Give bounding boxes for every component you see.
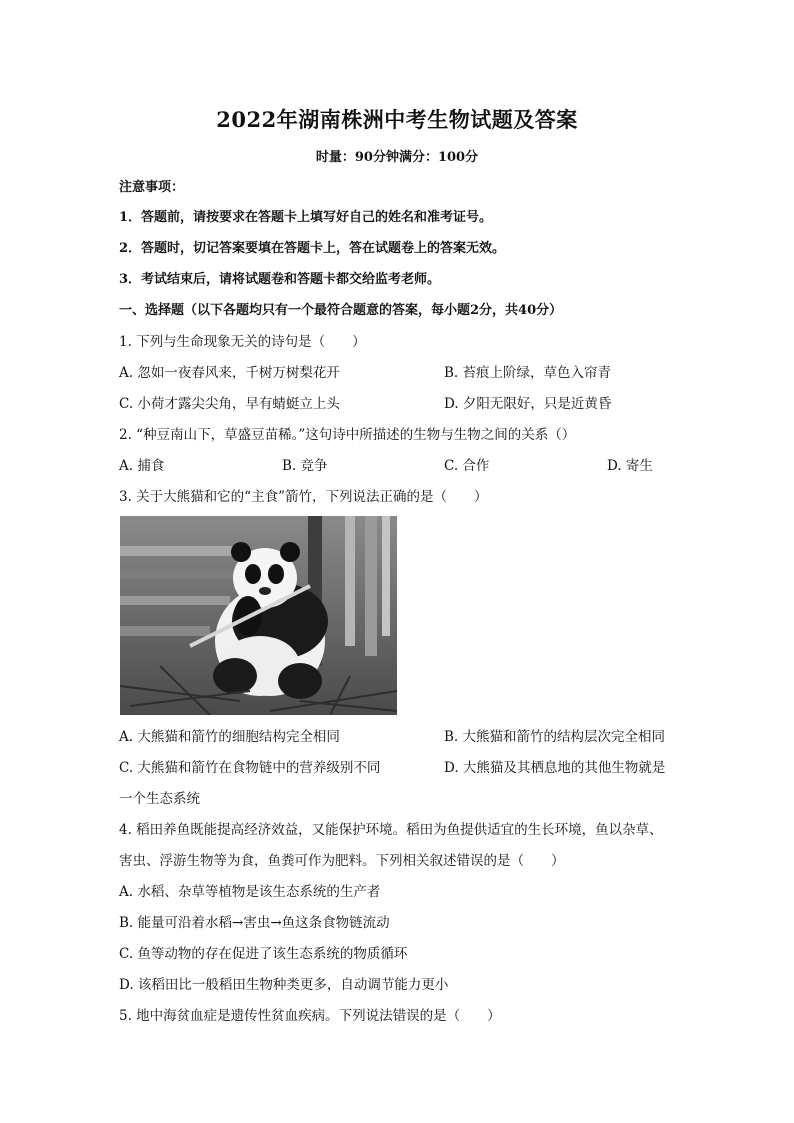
panda-eating-bamboo-image xyxy=(120,516,397,715)
panda-photo xyxy=(120,516,397,715)
q1-option-a: A. 忽如一夜春风来，千树万树梨花开 xyxy=(119,365,340,381)
q1-option-b: B. 苔痕上阶绿，草色入帘青 xyxy=(444,365,612,381)
note-item: 2．答题时，切记答案要填在答题卡上，答在试题卷上的答案无效。 xyxy=(119,241,506,256)
q3-option-d: D. 大熊猫及其栖息地的其他生物就是 xyxy=(444,760,666,776)
exam-info: 时量：90分钟满分：100分 xyxy=(315,150,479,165)
q3-option-d-continued: 一个生态系统 xyxy=(119,791,200,807)
note-item: 1．答题前，请按要求在答题卡上填写好自己的姓名和准考证号。 xyxy=(119,210,493,225)
notes-heading: 注意事项： xyxy=(119,180,185,195)
question-4-stem-continued: 害虫、浮游生物等为食，鱼粪可作为肥料。下列相关叙述错误的是（ ） xyxy=(119,853,565,869)
q3-option-a: A. 大熊猫和箭竹的细胞结构完全相同 xyxy=(119,729,340,745)
q2-option-a: A. 捕食 xyxy=(119,458,165,474)
section-heading: 一、选择题（以下各题均只有一个最符合题意的答案，每小题2分，共40分） xyxy=(119,303,563,318)
q3-option-c: C. 大熊猫和箭竹在食物链中的营养级别不同 xyxy=(119,760,381,776)
note-item: 3．考试结束后，请将试题卷和答题卡都交给监考老师。 xyxy=(119,272,441,287)
question-3-stem: 3. 关于大熊猫和它的“主食”箭竹，下列说法正确的是（ ） xyxy=(119,489,488,505)
q4-option-b: B. 能量可沿着水稻→害虫→鱼这条食物链流动 xyxy=(119,915,390,931)
question-4-stem: 4. 稻田养鱼既能提高经济效益，又能保护环境。稻田为鱼提供适宜的生长环境，鱼以杂草、 xyxy=(119,822,663,838)
q2-option-c: C. 合作 xyxy=(444,458,490,474)
question-1-stem: 1. 下列与生命现象无关的诗句是（ ） xyxy=(119,334,366,350)
q2-option-d: D. 寄生 xyxy=(607,458,653,474)
q4-option-a: A. 水稻、杂草等植物是该生态系统的生产者 xyxy=(119,884,381,900)
question-2-stem: 2. “种豆南山下，草盛豆苗稀。”这句诗中所描述的生物与生物之间的关系（） xyxy=(119,427,576,443)
q3-option-b: B. 大熊猫和箭竹的结构层次完全相同 xyxy=(444,729,666,745)
q1-option-d: D. 夕阳无限好，只是近黄昏 xyxy=(444,396,612,412)
q1-option-c: C. 小荷才露尖尖角，早有蜻蜓立上头 xyxy=(119,396,340,412)
q2-option-b: B. 竞争 xyxy=(282,458,328,474)
page-title: 2022年湖南株洲中考生物试题及答案 xyxy=(216,107,578,132)
q4-option-c: C. 鱼等动物的存在促进了该生态系统的物质循环 xyxy=(119,946,408,962)
q4-option-d: D. 该稻田比一般稻田生物种类更多，自动调节能力更小 xyxy=(119,977,449,993)
question-5-stem: 5. 地中海贫血症是遗传性贫血疾病。下列说法错误的是（ ） xyxy=(119,1008,501,1024)
